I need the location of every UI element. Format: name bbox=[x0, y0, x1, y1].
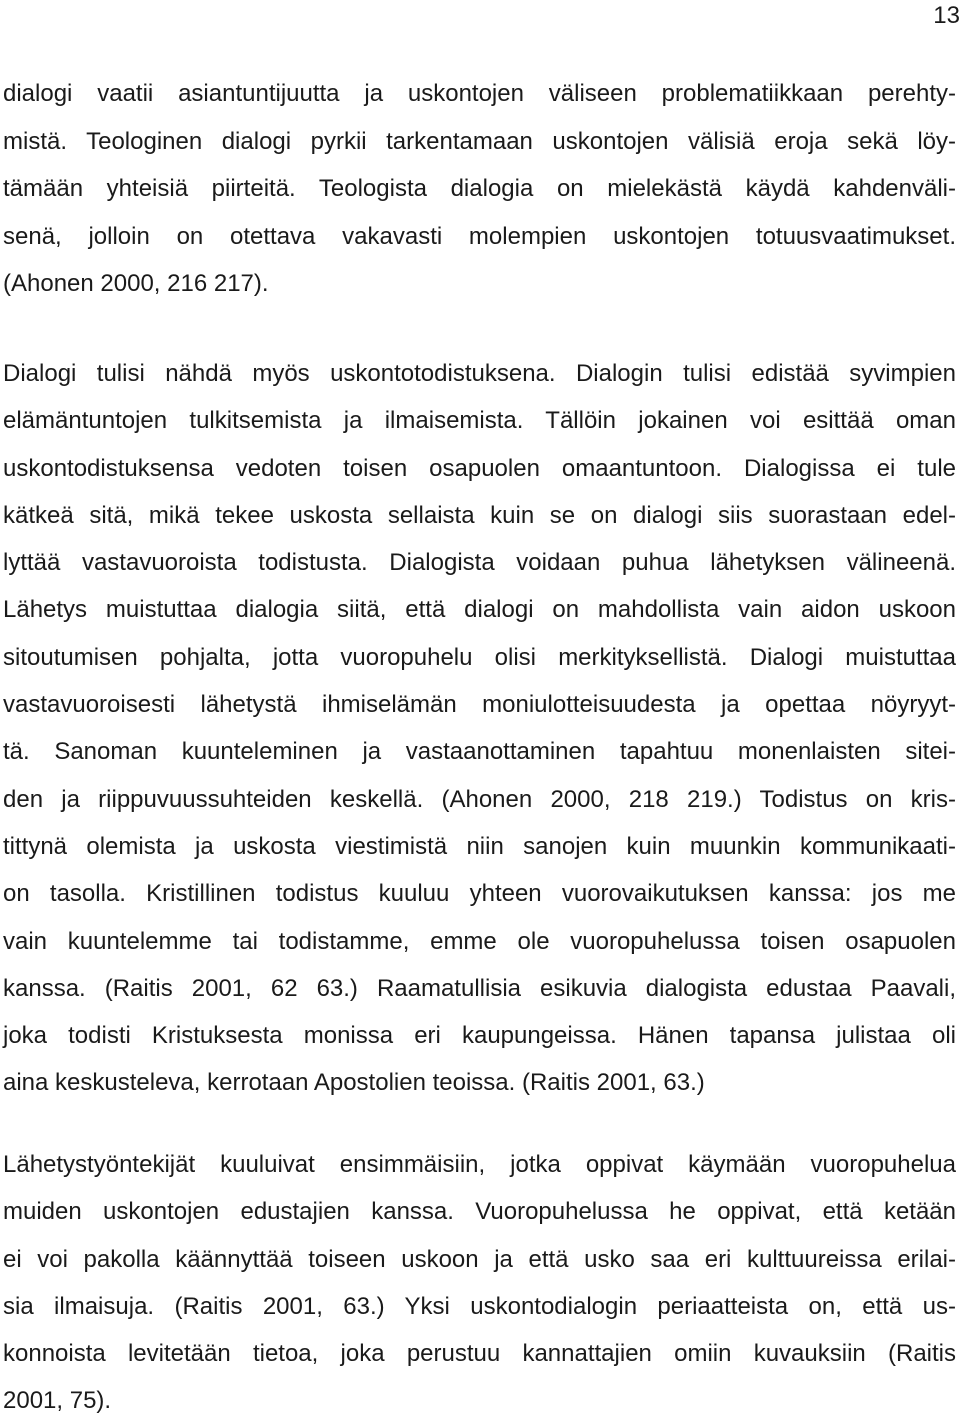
text-line: tittynä olemista ja uskosta viestimistä niin sanojen kuin muunkin kommunikaati- bbox=[3, 832, 956, 860]
text-line: (Ahonen 2000, 216 217). bbox=[3, 270, 269, 297]
text-line: kätkeä sitä, mikä tekee uskosta sellaista kuin se on dialogi siis suorastaan edel- bbox=[3, 501, 956, 529]
paragraph-2 bbox=[3, 350, 956, 1107]
text-line: muiden uskontojen edustajien kanssa. Vuoropuhelussa he oppivat, että ketään bbox=[3, 1198, 956, 1226]
text-line: tä. Sanoman kuunteleminen ja vastaanottaminen tapahtuu monenlaisten sitei- bbox=[3, 738, 956, 766]
text-line: mistä. Teologinen dialogi pyrkii tarkentamaan uskontojen välisiä eroja sekä löy- bbox=[3, 127, 956, 155]
text-line: konnoista levitetään tietoa, joka perustuu kannattajien omiin kuvauksiin (Raitis bbox=[3, 1340, 956, 1368]
paragraph-1 bbox=[3, 70, 956, 308]
text-line: den ja riippuvuussuhteiden keskellä. (Ahonen 2000, 218 219.) Todistus on kris- bbox=[3, 785, 956, 813]
paragraph-3 bbox=[3, 1141, 956, 1425]
text-line: elämäntuntojen tulkitsemista ja ilmaisemista. Tällöin jokainen voi esittää oman bbox=[3, 407, 956, 435]
page-number: 13 bbox=[933, 2, 960, 29]
text-line: 2001, 75). bbox=[3, 1387, 112, 1415]
text-line: vain kuuntelemme tai todistamme, emme ole vuoropuhelussa toisen osapuolen bbox=[3, 927, 956, 955]
text-line: sitoutumisen pohjalta, jotta vuoropuhelu olisi merkityksellistä. Dialogi muistuttaa bbox=[3, 643, 956, 671]
text-line: Lähetys muistuttaa dialogia siitä, että dialogi on mahdollista vain aidon uskoon bbox=[3, 596, 956, 624]
text-line: lyttää vastavuoroista todistusta. Dialogista voidaan puhua lähetyksen välineenä. bbox=[3, 549, 956, 577]
text-line: Dialogi tulisi nähdä myös uskontotodistuksena. Dialogin tulisi edistää syvimpien bbox=[3, 360, 956, 387]
text-line: joka todisti Kristuksesta monissa eri kaupungeissa. Hänen tapansa julistaa oli bbox=[3, 1022, 956, 1050]
text-line: on tasolla. Kristillinen todistus kuuluu yhteen vuorovaikutuksen kanssa: jos me bbox=[3, 880, 956, 908]
text-line: tämään yhteisiä piirteitä. Teologista dialogia on mielekästä käydä kahdenväli- bbox=[3, 175, 956, 202]
text-line: sia ilmaisuja. (Raitis 2001, 63.) Yksi uskontodialogin periaatteista on, että us- bbox=[3, 1292, 956, 1320]
text-line: dialogi vaatii asiantuntijuutta ja uskontojen väliseen problematiikkaan perehty- bbox=[3, 80, 956, 107]
text-line: uskontodistuksensa vedoten toisen osapuolen omaantuntoon. Dialogissa ei tule bbox=[3, 454, 956, 482]
text-line: Lähetystyöntekijät kuuluivat ensimmäisiin, jotka oppivat käymään vuoropuhelua bbox=[3, 1151, 956, 1178]
text-line: ei voi pakolla käännyttää toiseen uskoon ja että usko saa eri kulttuureissa erilai- bbox=[3, 1245, 956, 1273]
text-line: aina keskusteleva, kerrotaan Apostolien teoissa. (Raitis 2001, 63.) bbox=[3, 1069, 705, 1097]
text-line: kanssa. (Raitis 2001, 62 63.) Raamatullisia esikuvia dialogista edustaa Paavali, bbox=[3, 974, 956, 1002]
text-line: senä, jolloin on otettava vakavasti molempien uskontojen totuusvaatimukset. bbox=[3, 222, 956, 250]
text-line: vastavuoroisesti lähetystä ihmiselämän moniulotteisuudesta ja opettaa nöyryyt- bbox=[3, 691, 956, 719]
